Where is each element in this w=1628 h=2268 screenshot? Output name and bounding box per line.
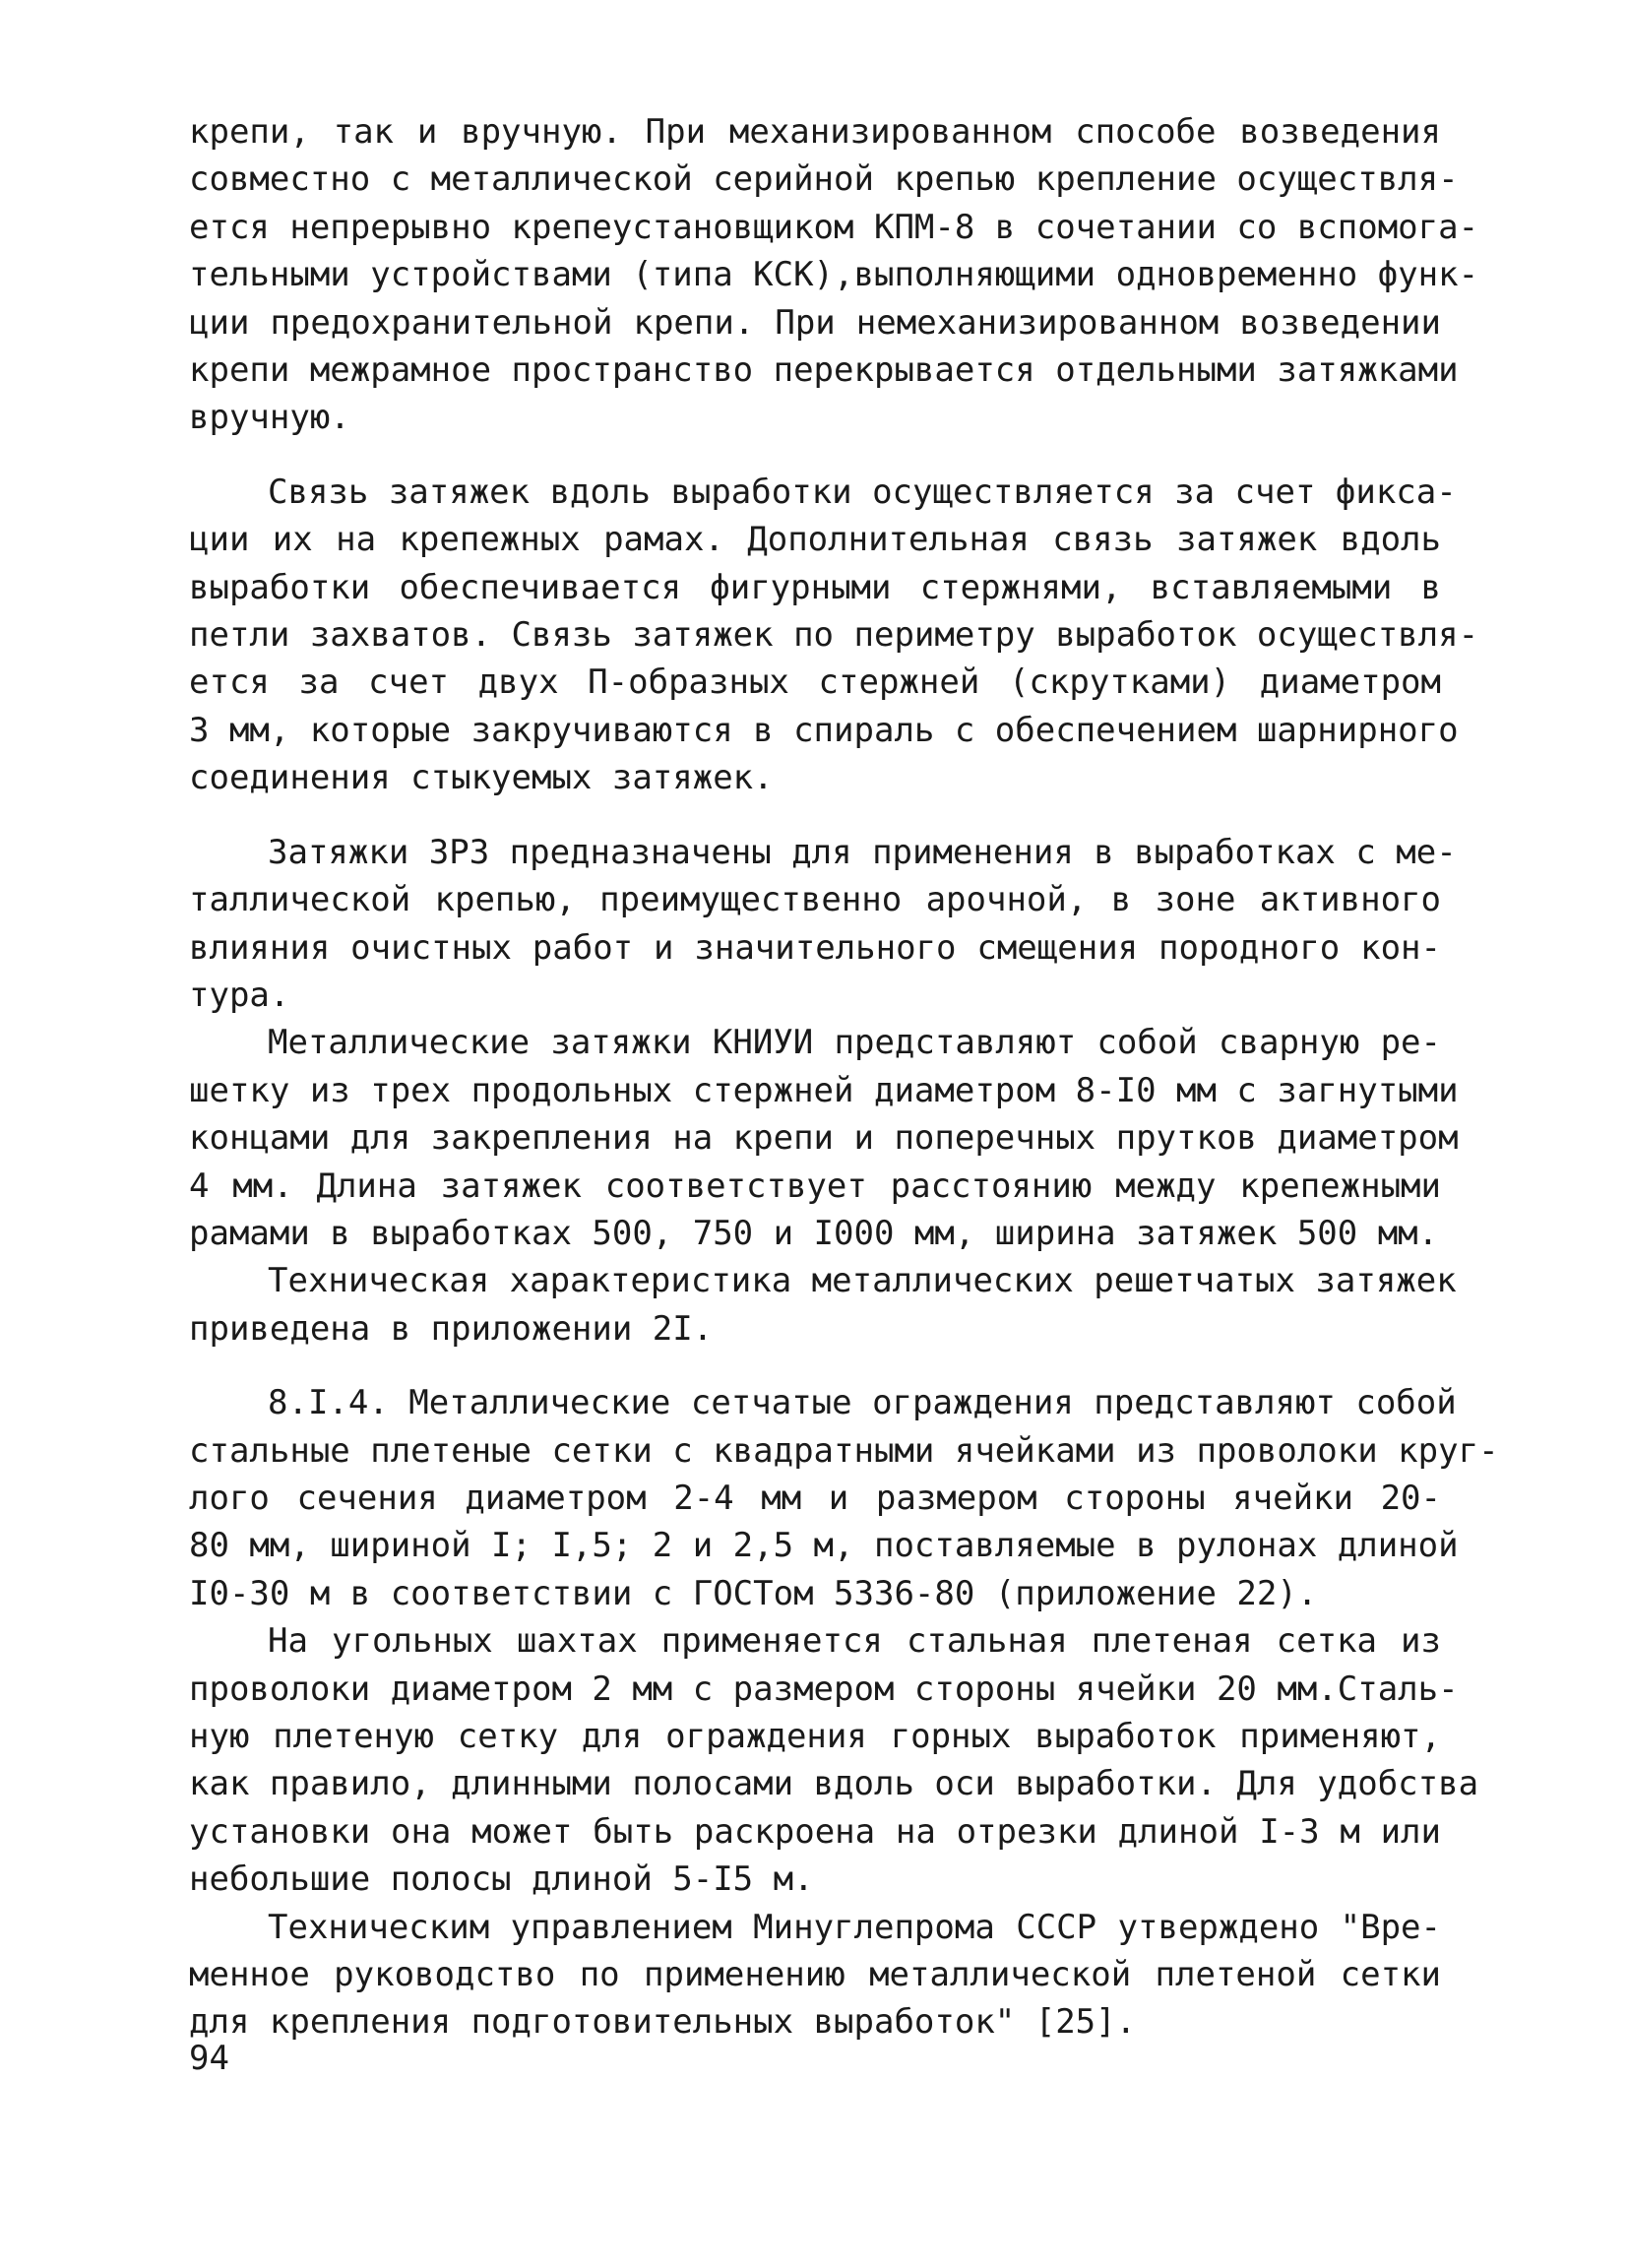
paragraph-8 xyxy=(189,1904,1441,2047)
text-line: крепи, так и вручную. При механизированном способе возведения xyxy=(189,112,1441,152)
document-body xyxy=(189,108,1499,2047)
text-line: установки она может быть раскроена на отрезки длиной I-3 м или xyxy=(189,1811,1441,1852)
text-line: 80 мм, шириной I; I,5; 2 и 2,5 м, поставляемые в рулонах длиной xyxy=(189,1526,1459,1566)
text-line: 8.I.4. Металлические сетчатые ограждения представляют собой xyxy=(268,1383,1457,1423)
text-line: тура. xyxy=(189,975,290,1015)
text-line: Металлические затяжки КНИУИ представляют собой сварную ре- xyxy=(268,1023,1441,1063)
text-line: таллической крепью, преимущественно арочной, в зоне активного xyxy=(189,880,1441,920)
text-line: проволоки диаметром 2 мм с размером стороны ячейки 20 мм.Сталь- xyxy=(189,1669,1459,1709)
text-line: петли захватов. Связь затяжек по периметру выработок осуществля- xyxy=(189,615,1479,656)
text-line: соединения стыкуемых затяжек. xyxy=(189,758,774,798)
text-line: выработки обеспечивается фигурными стержнями, вставляемыми в xyxy=(189,567,1441,607)
text-line: ется непрерывно крепеустановщиком КПМ-8 в сочетании со вспомога- xyxy=(189,207,1479,247)
text-line: тельными устройствами (типа КСК),выполняющими одновременно функ- xyxy=(189,255,1479,295)
paragraph-5 xyxy=(189,1257,1457,1353)
text-line: менное руководство по применению металлической плетеной сетки xyxy=(189,1955,1441,1995)
text-line: Техническим управлением Минуглепрома СССР утверждено "Вре- xyxy=(268,1907,1441,1947)
text-line: стальные плетеные сетки с квадратными ячейками из проволоки круг- xyxy=(189,1430,1499,1471)
paragraph-3 xyxy=(189,829,1457,1020)
paragraph-1 xyxy=(189,108,1479,442)
paragraph-2 xyxy=(189,469,1479,802)
text-line: 4 мм. Длина затяжек соответствует расстоянию между крепежными xyxy=(189,1166,1441,1206)
text-line: На угольных шахтах применяется стальная плетеная сетка из xyxy=(268,1621,1441,1662)
text-line: 3 мм, которые закручиваются в спираль с обеспечением шарнирного xyxy=(189,710,1459,750)
text-line: Затяжки ЗРЗ предназначены для применения в выработках с ме- xyxy=(268,832,1457,872)
text-line: ции их на крепежных рамах. Дополнительная связь затяжек вдоль xyxy=(189,520,1441,560)
paragraph-7 xyxy=(189,1617,1479,1903)
text-line: вручную. xyxy=(189,398,350,438)
text-line: шетку из трех продольных стержней диаметром 8-I0 мм с загнутыми xyxy=(189,1070,1459,1110)
text-line: крепи межрамное пространство перекрывается отдельными затяжками xyxy=(189,350,1459,391)
text-line: как правило, длинными полосами вдоль оси выработки. Для удобства xyxy=(189,1764,1479,1804)
text-line: I0-30 м в соответствии с ГОСТом 5336-80 (приложение 22). xyxy=(189,1573,1318,1613)
text-line: рамами в выработках 500, 750 и I000 мм, ширина затяжек 500 мм. xyxy=(189,1213,1439,1253)
text-line: концами для закрепления на крепи и поперечных прутков диаметром xyxy=(189,1118,1459,1159)
text-line: для крепления подготовительных выработок" [25]. xyxy=(189,2002,1137,2043)
text-line: Техническая характеристика металлических решетчатых затяжек xyxy=(268,1261,1457,1301)
text-line: ции предохранительной крепи. При немеханизированном возведении xyxy=(189,302,1441,343)
text-line: Связь затяжек вдоль выработки осуществляется за счет фикса- xyxy=(268,472,1457,512)
text-line: ется за счет двух П-образных стержней (скрутками) диаметром xyxy=(189,662,1441,703)
text-line: лого сечения диаметром 2-4 мм и размером стороны ячейки 20- xyxy=(189,1478,1441,1518)
paragraph-4 xyxy=(189,1019,1459,1257)
text-line: приведена в приложении 2I. xyxy=(189,1308,714,1349)
text-line: ную плетеную сетку для ограждения горных выработок применяют, xyxy=(189,1717,1441,1756)
text-line: небольшие полосы длиной 5-I5 м. xyxy=(189,1859,814,1900)
text-line: влияния очистных работ и значительного смещения породного кон- xyxy=(189,927,1441,968)
text-line: совместно с металлической серийной крепью крепление осуществля- xyxy=(189,159,1459,200)
paragraph-6 xyxy=(189,1379,1499,1617)
page-number: 94 xyxy=(189,2039,229,2078)
